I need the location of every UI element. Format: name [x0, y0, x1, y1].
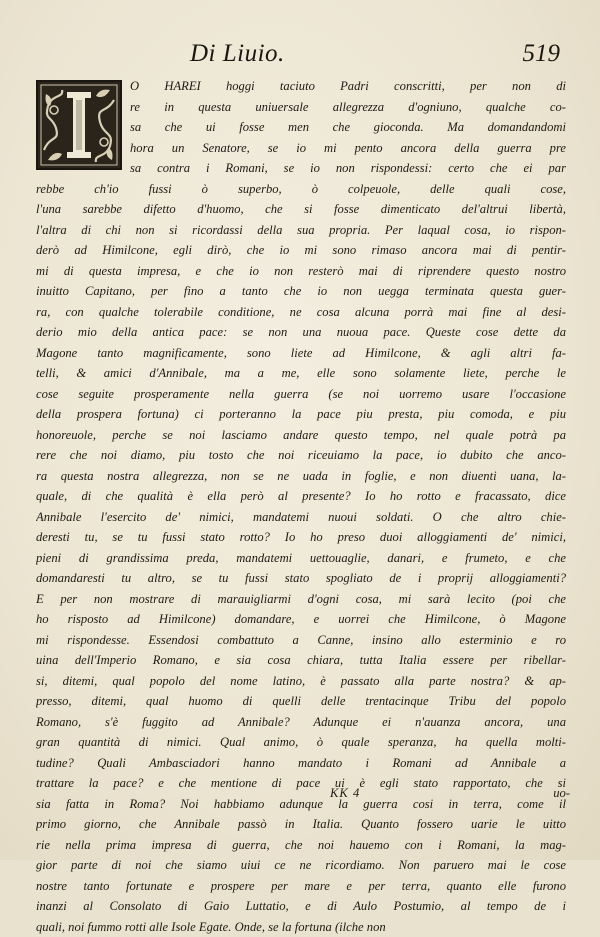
signature-mark: KK 4 [330, 786, 360, 801]
text-line: E per non mostrare di marauigliarmi d'ogni cosa, mi sarà lecito (poi che [36, 589, 566, 610]
text-line: mi di questa impresa, e che io non resterò mai di riprendere questo nostro [36, 261, 566, 282]
page-footer [330, 786, 570, 808]
text-line: derò ad Himilcone, egli dirò, che io mi sono rimaso ancora mai di pentir- [36, 240, 566, 261]
text-line: inuitto Capitano, per fino a tanto che io non uegga terminata questa guer- [36, 281, 566, 302]
text-line: quale, di che qualità è ella però al presente? Io ho rotto e fracassato, dice [36, 486, 566, 507]
catchword: uo- [553, 786, 570, 801]
text-line: re in questa uniuersale allegrezza d'ogniuno, qualche co- [36, 97, 566, 118]
text-line: rebbe ch'io fussi ò superbo, ò colpeuole, delle quali cose, [36, 179, 566, 200]
running-title: Di Liuio. [190, 40, 285, 68]
text-line: l'una sarebbe difetto d'huomo, che si fosse dimenticato del'altrui libertà, [36, 199, 566, 220]
text-line: uina dell'Imperio Romano, e sia cosa chiara, tutta Italia essere per ribellar- [36, 650, 566, 671]
text-line: rie nella prima impresa di guerra, che noi hauemo con i Romani, la mag- [36, 835, 566, 856]
text-line: derio mio della antica pace: se non una nuoua pace. Queste cose dette da [36, 322, 566, 343]
text-line: ra questa nostra allegrezza, non se ne uada in foglie, e non diuenti uana, la- [36, 466, 566, 487]
text-line: pieni di grandissima preda, mandatemi uettouaglie, danari, e frumeto, e che [36, 548, 566, 569]
text-line: domandaresti tu altro, se tu fussi stato spogliato de i proprij alloggiamenti? [36, 568, 566, 589]
running-header [180, 40, 560, 74]
text-line: inanzi al Consolato di Gaio Luttatio, e di Aulo Postumio, al tempo de i [36, 896, 566, 917]
text-line: O HAREI hoggi taciuto Padri conscritti, per non di [36, 76, 566, 97]
text-line: trattare la pace? e che mentione di pace ui è egli stato rapportato, che si [36, 773, 566, 794]
text-line: Magone tanto magnificamente, sono liete ad Himilcone, & agli altri fa- [36, 343, 566, 364]
text-line: si, ditemi, qual popolo del nome latino, è passato alla parte nostra? & ap- [36, 671, 566, 692]
text-line: ra, con qualche tolerabile conditione, ne cosa alcuna porrà mai fine al desi- [36, 302, 566, 323]
text-line: sia fatta in Roma? Noi habbiamo adunque la guerra cosi in terra, come il [36, 794, 566, 815]
text-line: rere che noi diamo, piu tosto che noi riceuiamo la pace, io dubito che anco- [36, 445, 566, 466]
text-line: gior parte di noi che siamo uiui ce ne ricordiamo. Non paruero mai le cose [36, 855, 566, 876]
text-line: gran quantità di nimici. Qual animo, ò quale speranza, ha quella molti- [36, 732, 566, 753]
text-line: telli, & amici d'Annibale, ma a me, elle sono solamente liete, perche le [36, 363, 566, 384]
text-line: presso, ditemi, qual huomo di quelli delle trentacinque Tribu del popolo [36, 691, 566, 712]
text-line: mi rispondesse. Essendosi combattuto a Canne, insino allo esterminio e ro [36, 630, 566, 651]
text-line: della prospera fortuna) ci porteranno la pace piu presta, piu comoda, e piu [36, 404, 566, 425]
text-line: honoreuole, perche se noi lasciamo andare questo tempo, nel quale potrà pa [36, 425, 566, 446]
text-line: primo giorno, che Annibale passò in Italia. Quanto fossero uarie le uitto [36, 814, 566, 835]
text-line: cose seguite prosperamente nella guerra (se noi uorremo usare l'occasione [36, 384, 566, 405]
text-line: sa che ui fosse men che gioconda. Ma domandandomi [36, 117, 566, 138]
text-line: tudine? Quali Ambasciadori hanno mandato i Romani ad Annibale a [36, 753, 566, 774]
text-line: quali, noi fummo rotti alle Isole Egate. Onde, se la fortuna (ilche non [36, 917, 566, 937]
text-line: Annibale l'esercito de' nimici, mandatemi nuoui soldati. O che altro chie- [36, 507, 566, 528]
text-line: hora un Senatore, se io mi pento ancora della guerra pre [36, 138, 566, 159]
text-line: l'altra di chi non si ricordassi della sua propria. Per laqual cosa, io rispon- [36, 220, 566, 241]
text-line: Romano, s'è fuggito ad Annibale? Adunque ei n'auanza ancora, una [36, 712, 566, 733]
text-line: nostre tanto fortunate e prospere per mare e per terra, quanto elle furono [36, 876, 566, 897]
text-line: deresti tu, se tu fussi stato rotto? Io ho preso duoi alloggiamenti de' nimici, [36, 527, 566, 548]
page-number: 519 [523, 40, 561, 68]
text-line: ho risposto ad Himilcone) domandare, e uorrei che Himilcone, ò Magone [36, 609, 566, 630]
text-line: sa contra i Romani, se io non rispondessi: certo che ei par [36, 158, 566, 179]
